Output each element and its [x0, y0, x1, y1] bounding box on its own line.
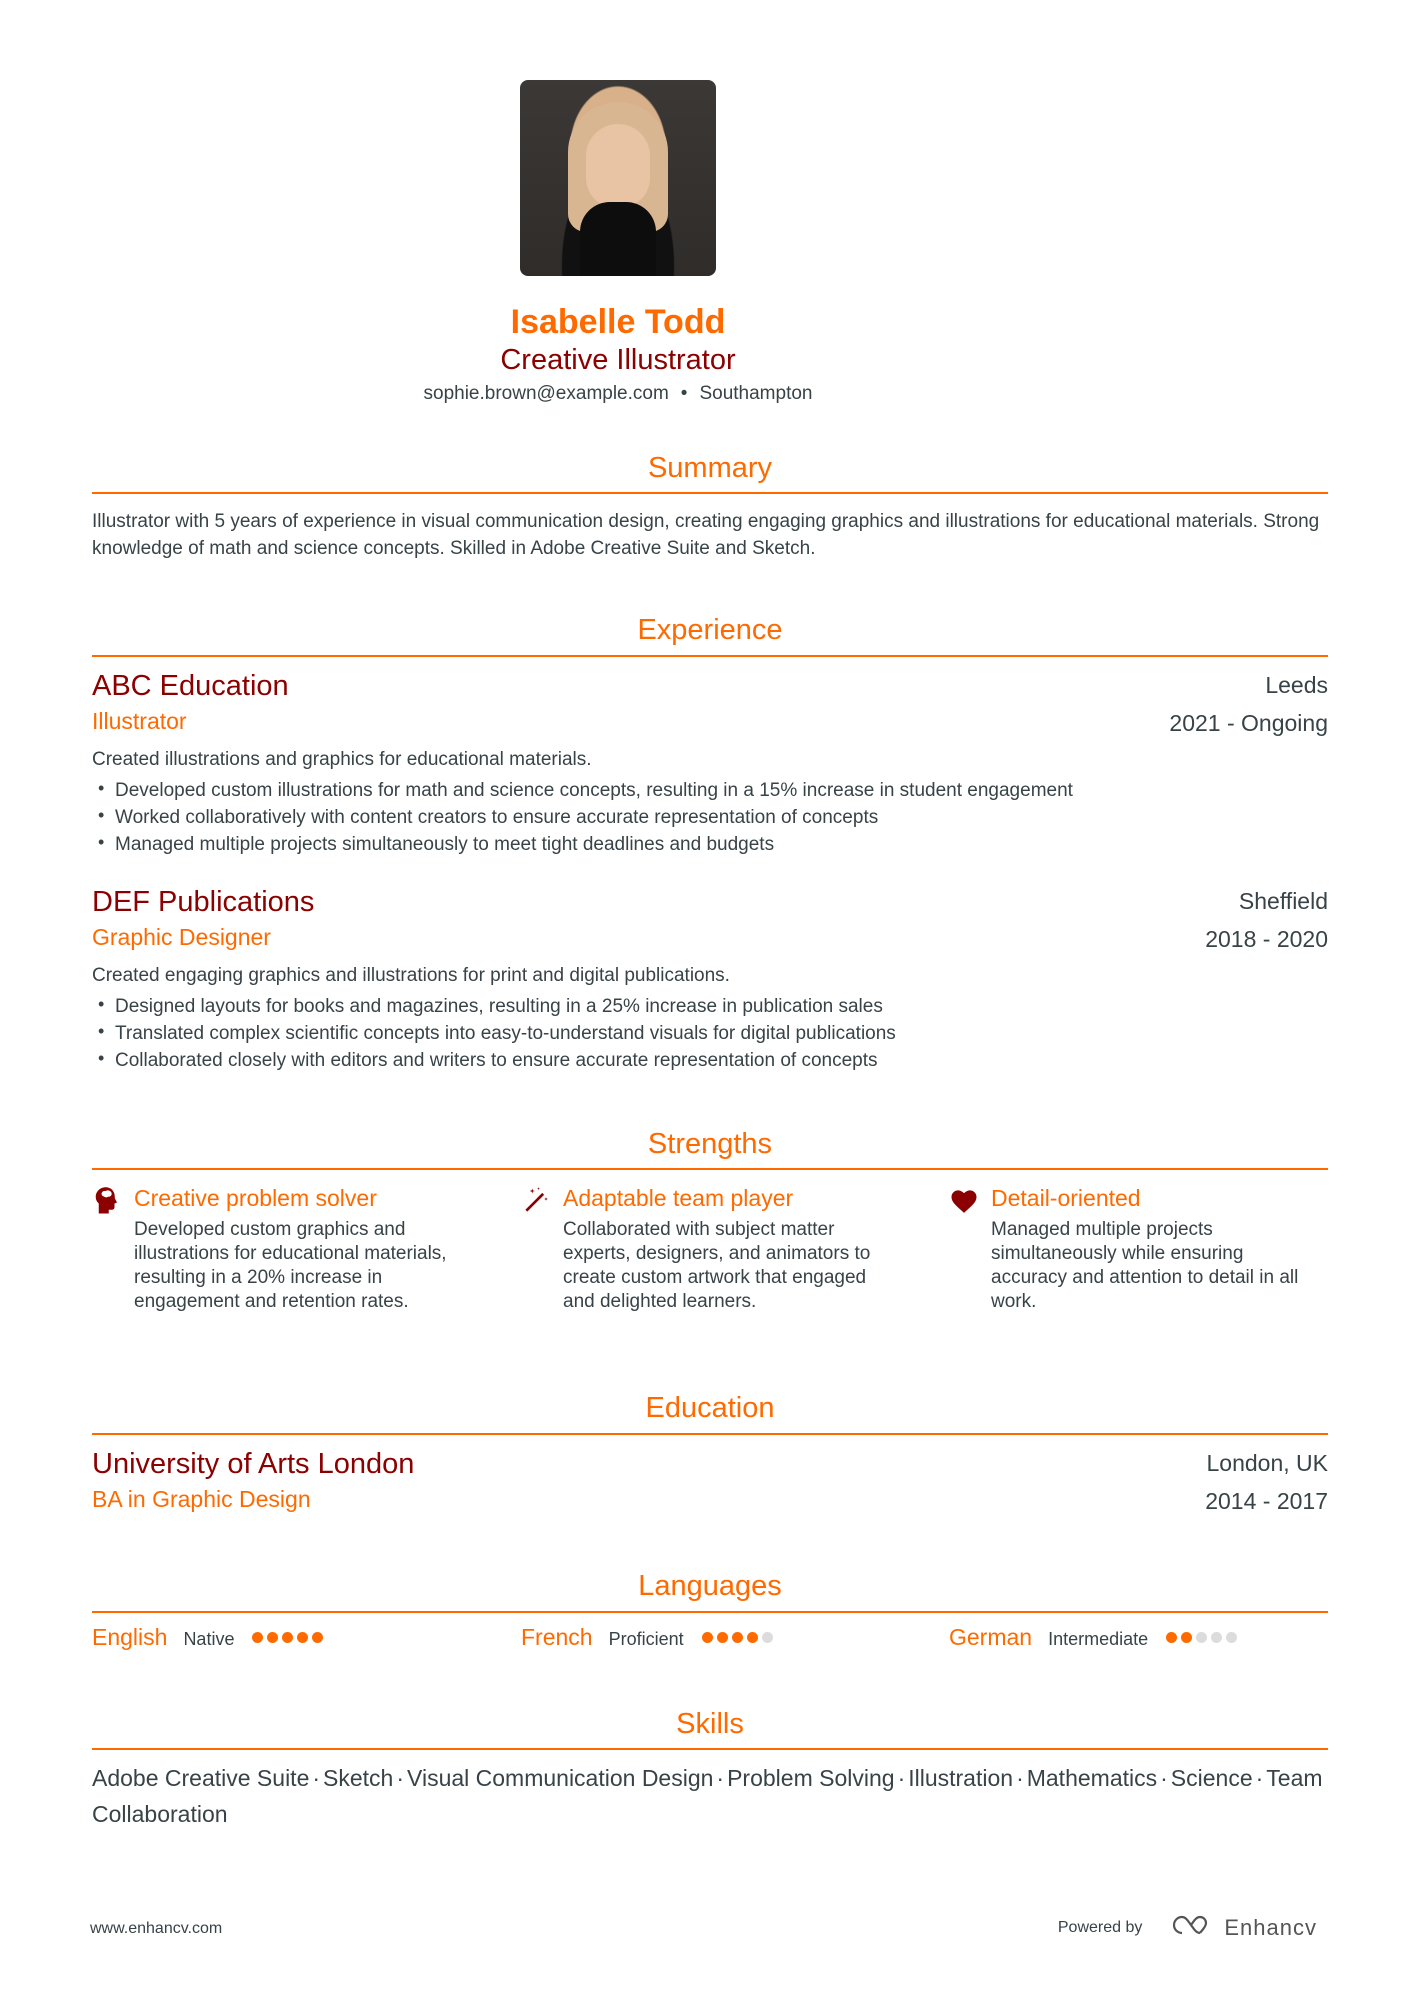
- language-level: Intermediate: [1048, 1629, 1149, 1649]
- skill-separator: ·: [312, 1765, 321, 1791]
- profile-photo: [520, 80, 716, 276]
- skill-separator: ·: [897, 1765, 906, 1791]
- job-bullet: • Managed multiple projects simultaneously to meet tight deadlines and budgets: [92, 831, 1328, 858]
- strength-title: Adaptable team player: [563, 1185, 794, 1211]
- language-name: English: [92, 1624, 168, 1650]
- rating-dot-filled: [297, 1632, 308, 1643]
- strength-title: Creative problem solver: [134, 1185, 377, 1211]
- summary-heading: Summary: [647, 452, 773, 484]
- experience-heading: Experience: [637, 614, 783, 646]
- language-level: Proficient: [608, 1629, 684, 1649]
- job-location: Sheffield: [1238, 888, 1328, 914]
- skill-item: Mathematics: [1026, 1765, 1158, 1791]
- skill-item: Science: [1170, 1765, 1253, 1791]
- skills-list: [92, 1760, 1328, 1832]
- rating-dot-empty: [1196, 1632, 1207, 1643]
- job-dates: 2018 - 2020: [1205, 926, 1328, 952]
- language-name: French: [521, 1624, 593, 1650]
- powered-by-label: Powered by: [1057, 1918, 1143, 1936]
- rating-dot-filled: [717, 1632, 728, 1643]
- experience-entry: [92, 884, 1328, 1074]
- skill-separator: ·: [396, 1765, 405, 1791]
- strength-item: [92, 1182, 492, 1314]
- job-bullet: • Worked collaboratively with content creators to ensure accurate representation of concepts: [92, 804, 1328, 831]
- school-location: London, UK: [1206, 1450, 1328, 1476]
- job-bullet: • Collaborated closely with editors and writers to ensure accurate representation of concepts: [92, 1047, 1328, 1074]
- magic-wand-icon: [521, 1186, 551, 1216]
- rating-dot-filled: [252, 1632, 263, 1643]
- language-item: [92, 1624, 323, 1651]
- skill-separator: ·: [1160, 1765, 1168, 1791]
- job-location: Leeds: [1265, 672, 1328, 698]
- strength-title: Detail-oriented: [991, 1185, 1141, 1211]
- languages-list: [92, 1624, 1328, 1664]
- contact-separator: •: [680, 383, 688, 404]
- rating-dot-filled: [732, 1632, 743, 1643]
- job-bullets: [92, 993, 1328, 1074]
- email-link[interactable]: sophie.brown@example.com: [423, 383, 669, 404]
- rating-dot-empty: [1226, 1632, 1237, 1643]
- language-level: Native: [183, 1629, 235, 1649]
- job-description: Created illustrations and graphics for educational materials.: [92, 749, 592, 770]
- summary-text: Illustrator with 5 years of experience in visual communication design, creating engaging graphics and illustrations for educational materials. Strong knowledge of math and science concepts. Skilled in Adobe Creative Suite and Sketch.: [92, 511, 1320, 559]
- skill-item: Problem Solving: [727, 1765, 895, 1791]
- strength-description: Developed custom graphics and illustrations for educational materials, resulting in a 20% increase in engagement and retention rates.: [134, 1219, 447, 1312]
- job-description: Created engaging graphics and illustrations for print and digital publications.: [92, 965, 730, 986]
- education-heading: Education: [645, 1392, 775, 1424]
- degree: BA in Graphic Design: [92, 1486, 311, 1512]
- rating-dot-empty: [1211, 1632, 1222, 1643]
- rating-dot-filled: [267, 1632, 278, 1643]
- languages-divider: [92, 1611, 1328, 1613]
- strength-item: [949, 1182, 1349, 1314]
- company-name: ABC Education: [92, 670, 289, 702]
- job-bullet: • Developed custom illustrations for math and science concepts, resulting in a 15% increase in student engagement: [92, 777, 1328, 804]
- company-name: DEF Publications: [92, 886, 315, 918]
- school-dates: 2014 - 2017: [1205, 1488, 1328, 1514]
- summary-divider: [92, 492, 1328, 494]
- head-brain-icon: [92, 1186, 122, 1216]
- skill-item: Team Collaboration: [92, 1765, 1323, 1827]
- location-text: Southampton: [699, 383, 813, 404]
- language-item: [521, 1624, 773, 1651]
- rating-dot-filled: [702, 1632, 713, 1643]
- skill-item: Illustration: [908, 1765, 1014, 1791]
- experience-divider: [92, 655, 1328, 657]
- school-name: University of Arts London: [92, 1448, 415, 1480]
- education-divider: [92, 1433, 1328, 1435]
- experience-entry: [92, 668, 1328, 858]
- skill-separator: ·: [716, 1765, 725, 1791]
- heart-icon: [949, 1186, 979, 1216]
- language-name: German: [949, 1624, 1033, 1650]
- skill-item: Visual Communication Design: [407, 1765, 714, 1791]
- brand-name: Enhancv: [1224, 1914, 1317, 1940]
- language-item: [949, 1624, 1237, 1651]
- strength-description: Collaborated with subject matter experts, designers, and animators to create custom artwork that engaged and delighted learners.: [563, 1219, 871, 1312]
- job-bullet: • Translated complex scientific concepts into easy-to-understand visuals for digital publications: [92, 1020, 1328, 1047]
- rating-dot-filled: [1166, 1632, 1177, 1643]
- skill-item: Sketch: [323, 1765, 394, 1791]
- job-role: Illustrator: [92, 708, 187, 734]
- language-rating: [702, 1632, 773, 1643]
- language-rating: [1166, 1632, 1237, 1643]
- skill-separator: ·: [1016, 1765, 1024, 1791]
- rating-dot-filled: [282, 1632, 293, 1643]
- enhancv-logo-icon[interactable]: [1168, 1912, 1214, 1943]
- rating-dot-filled: [747, 1632, 758, 1643]
- job-role: Graphic Designer: [92, 924, 271, 950]
- strengths-heading: Strengths: [647, 1128, 773, 1160]
- languages-heading: Languages: [638, 1570, 782, 1602]
- candidate-title: Creative Illustrator: [500, 344, 736, 376]
- rating-dot-filled: [312, 1632, 323, 1643]
- skills-divider: [92, 1748, 1328, 1750]
- rating-dot-empty: [762, 1632, 773, 1643]
- strengths-divider: [92, 1168, 1328, 1170]
- job-bullet: • Designed layouts for books and magazines, resulting in a 25% increase in publication sales: [92, 993, 1328, 1020]
- job-dates: 2021 - Ongoing: [1169, 710, 1328, 736]
- strength-description: Managed multiple projects simultaneously while ensuring accuracy and attention to detail in all work.: [991, 1219, 1299, 1312]
- contact-line: [0, 380, 1236, 408]
- candidate-name: Isabelle Todd: [510, 303, 726, 341]
- resume-header: [0, 80, 1236, 408]
- website-link[interactable]: www.enhancv.com: [90, 1920, 223, 1937]
- language-rating: [252, 1632, 323, 1643]
- skill-item: Adobe Creative Suite: [92, 1765, 310, 1791]
- strength-item: [521, 1182, 921, 1314]
- skill-separator: ·: [1255, 1765, 1264, 1791]
- job-bullets: [92, 777, 1328, 858]
- rating-dot-filled: [1181, 1632, 1192, 1643]
- skills-heading: Skills: [676, 1708, 744, 1740]
- education-entry: [92, 1446, 1328, 1516]
- powered-by: [1058, 1912, 1317, 1943]
